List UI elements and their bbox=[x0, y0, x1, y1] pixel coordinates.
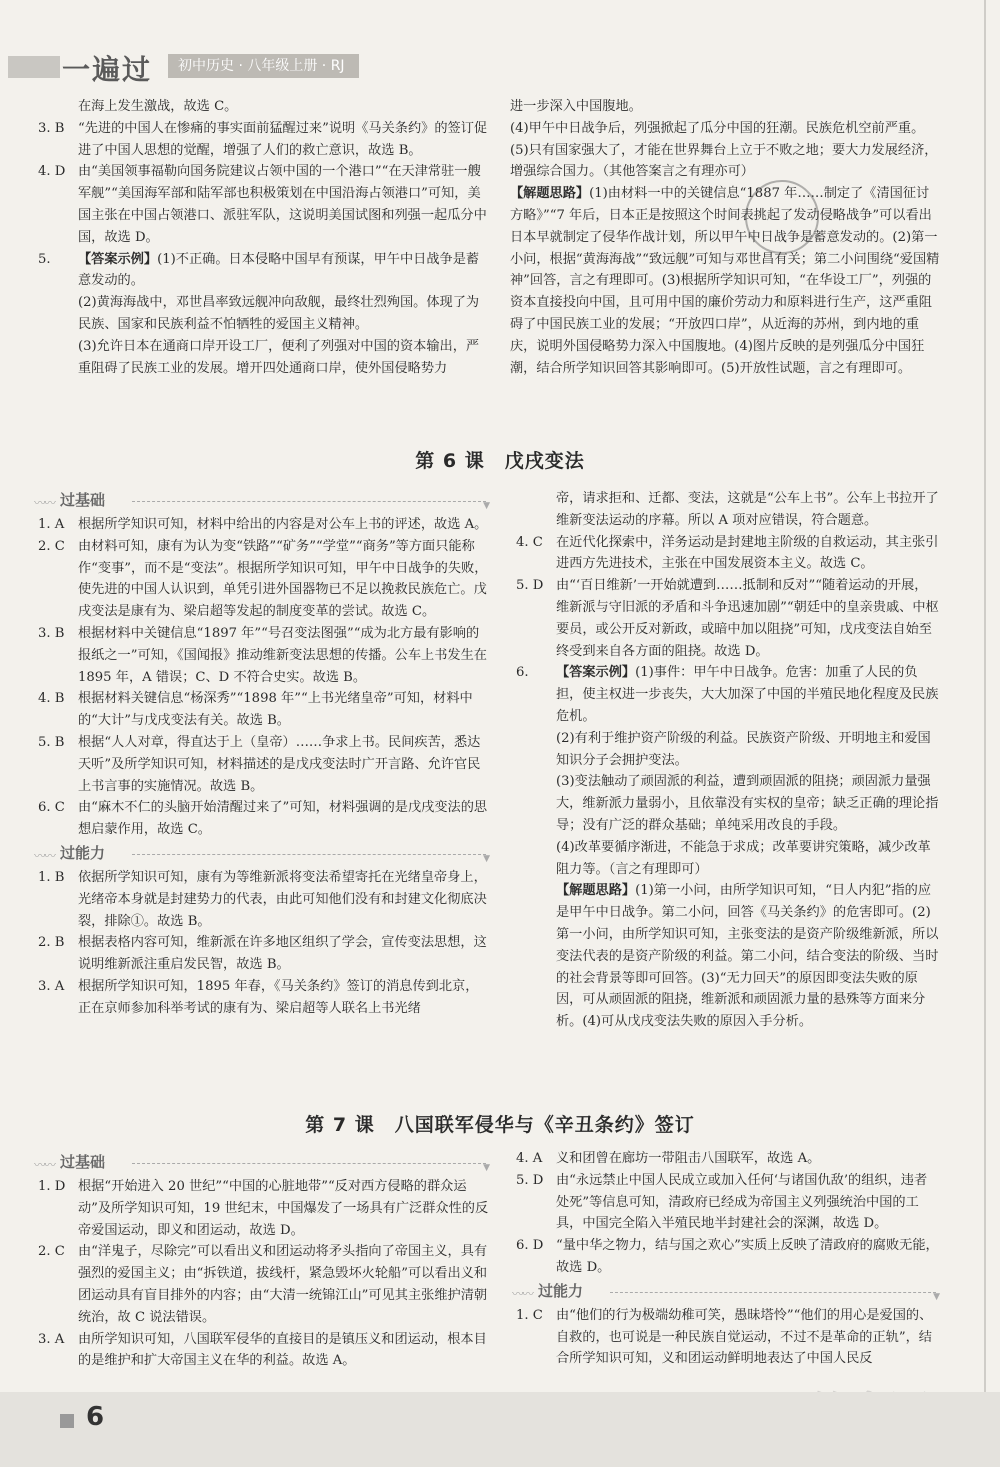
answer-item bbox=[32, 732, 490, 797]
page-number: 6 bbox=[86, 1402, 105, 1432]
answer-item bbox=[32, 249, 490, 293]
item-text: (1)事件：甲午中日战争。危害：加重了人民的负担，使主权进一步丧失，大大加深了中国的半殖民地化程度及民族危机。 bbox=[556, 665, 939, 724]
arrow-icon: ▼ bbox=[483, 501, 490, 511]
section-title: 过基础 bbox=[60, 1153, 106, 1171]
answer-lead: 【解题思路】 bbox=[510, 186, 590, 202]
lesson-7-left-column bbox=[32, 1150, 490, 1372]
item-number: 4. A bbox=[516, 1151, 543, 1166]
item-text: (2)黄海海战中，邓世昌率致远舰冲向敌舰，最终壮烈殉国。体现了为民族、国家和民族利益不怕牺牲的爱国主义精神。 bbox=[78, 295, 480, 332]
item-text: (1)不正确。日本侵略中国早有预谋，甲午中日战争是蓄意发动的。 bbox=[78, 251, 480, 289]
lesson-6-right-column bbox=[510, 488, 940, 1033]
item-number: 5. bbox=[38, 251, 51, 267]
top-right-column bbox=[510, 96, 940, 379]
answer-lead: 【答案示例】 bbox=[556, 665, 636, 681]
answer-item bbox=[32, 1176, 490, 1241]
lesson-6-left-column bbox=[32, 488, 490, 1020]
answer-item bbox=[510, 96, 940, 118]
answer-item bbox=[510, 837, 940, 881]
wave-icon: 〰〰 bbox=[34, 1158, 55, 1172]
section-ability-header bbox=[32, 843, 490, 867]
answer-item bbox=[32, 623, 490, 688]
item-text: 由材料可知，康有为认为变“铁路”“矿务”“学堂”“商务”等方面只能称作“变事”，而不是“变法”。根据所学知识可知，甲午中日战争的失败，使先进的中国人认识到，单凭引进外国器物已不足以挽救民族危亡。戊戌变法是康有为、梁启超等发起的制度变革的尝试。故选 C。 bbox=[78, 538, 488, 620]
answer-item bbox=[510, 1305, 940, 1370]
section-basic-header bbox=[32, 1152, 490, 1176]
section-basic-header bbox=[32, 490, 490, 514]
item-number: 5. D bbox=[516, 578, 544, 594]
item-text: 根据所学知识可知，1895 年春，《马关条约》签订的消息传到北京，正在京师参加科举考试的康有为、梁启超等人联名上书光绪 bbox=[78, 978, 479, 1016]
item-text: (5)只有国家强大了，才能在世界舞台上立于不败之地；要大力发展经济，增强综合国力。（其他答案言之有理亦可） bbox=[510, 142, 938, 180]
answer-item bbox=[32, 797, 490, 841]
item-text: (2)有利于维护资产阶级的利益。民族资产阶级、开明地主和爱国知识分子会拥护变法。 bbox=[556, 730, 931, 768]
item-text: 在海上发生激战，故选 C。 bbox=[78, 99, 238, 114]
item-number: 2. C bbox=[38, 538, 65, 554]
top-left-column bbox=[32, 96, 490, 379]
item-number: 1. C bbox=[516, 1307, 543, 1323]
answer-item bbox=[32, 1241, 490, 1328]
header-breadcrumb: 初中历史 · 八年级上册 · RJ bbox=[168, 54, 359, 78]
answer-item bbox=[510, 1235, 940, 1279]
item-text: 根据表格内容可知，维新派在许多地区组织了学会，宣传变法思想，这说明维新派注重启发民智，故选 B。 bbox=[78, 935, 487, 973]
answer-item bbox=[510, 488, 940, 532]
item-text: 由所学知识可知，八国联军侵华的直接目的是镇压义和团运动，根本目的是维护和扩大帝国主义在华的利益。故选 A。 bbox=[78, 1331, 487, 1369]
item-text: “量中华之物力，结与国之欢心”实质上反映了清政府的腐败无能，故选 D。 bbox=[556, 1238, 939, 1275]
page-edge-line bbox=[984, 0, 986, 1467]
answer-item bbox=[510, 771, 940, 836]
item-text: 帝，请求拒和、迁都、变法，这就是“公车上书”。公车上书拉开了维新变法运动的序幕。所以 A 项对应错误，符合题意。 bbox=[556, 491, 939, 528]
answer-item bbox=[32, 976, 490, 1020]
item-text: 根据材料中关键信息“1897 年”“号召变法图强”“成为北方最有影响的报纸之一”可知，《国闻报》推动维新变法思想的传播。公车上书发生在 1895 年，A 错误；C、D 不符合史实。故选 B。 bbox=[78, 625, 487, 685]
item-number: 5. D bbox=[516, 1172, 544, 1188]
item-number: 1. D bbox=[38, 1179, 66, 1194]
item-number: 3. B bbox=[38, 120, 65, 136]
answer-item bbox=[510, 140, 940, 184]
item-text: “先进的中国人在惨痛的事实面前猛醒过来”说明《马关条约》的签订促进了中国人思想的觉醒，增强了人们的救亡意识，故选 B。 bbox=[78, 120, 488, 158]
item-number: 4. B bbox=[38, 691, 65, 707]
footer-square-icon bbox=[60, 1414, 74, 1428]
item-number: 6. C bbox=[38, 800, 65, 816]
item-number: 5. B bbox=[38, 734, 65, 750]
section-ability-header bbox=[510, 1281, 940, 1305]
item-number: 4. D bbox=[38, 164, 66, 180]
item-number: 2. B bbox=[38, 935, 65, 951]
item-number: 6. D bbox=[516, 1238, 544, 1254]
item-text: 根据所学知识可知，材料中给出的内容是对公车上书的评述，故选 A。 bbox=[78, 517, 488, 532]
lesson-7-right-column bbox=[510, 1148, 940, 1370]
item-text: (4)改革要循序渐进，不能急于求成；改革要讲究策略，减少改革阻力等。（言之有理即可） bbox=[556, 839, 931, 877]
item-text: (4)甲午中日战争后，列强掀起了瓜分中国的狂潮。民族危机空前严重。 bbox=[510, 120, 925, 136]
answer-item bbox=[32, 336, 490, 380]
item-text: 由“麻木不仁的头脑开始清醒过来了”可知，材料强调的是戊戌变法的思想启蒙作用，故选 C。 bbox=[78, 800, 488, 838]
answer-item bbox=[510, 183, 940, 379]
answer-item bbox=[32, 1329, 490, 1373]
item-text: 根据“开始进入 20 世纪”“中国的心脏地带”“反对西方侵略的群众运动”及所学知识可知，19 世纪末，中国爆发了一场具有广泛群众性的反帝爱国运动，即义和团运动，故选 D。 bbox=[78, 1179, 489, 1238]
answer-item bbox=[32, 536, 490, 623]
item-text: (3)允许日本在通商口岸开设工厂，便利了列强对中国的资本输出，严重阻碍了民族工业的发展。增开四处通商口岸，使外国侵略势力 bbox=[78, 338, 480, 376]
answer-lead: 【解题思路】 bbox=[556, 883, 636, 899]
answer-item bbox=[510, 880, 940, 1033]
item-number: 3. A bbox=[38, 978, 65, 994]
section-title: 过基础 bbox=[60, 491, 106, 509]
item-text: 根据材料关键信息“杨深秀”“1898 年”“上书光绪皇帝”可知，材料中的“大计”与戊戌变法有关。故选 B。 bbox=[78, 691, 473, 729]
wave-icon: 〰〰 bbox=[34, 848, 55, 863]
item-text: 根据“人人对章，得直达于上（皇帝）……争求上书。民间疾苦，悉达天听”及所学知识可知，材料描述的是戊戌变法时广开言路、允许官民上书言事的实施情况。故选 B。 bbox=[78, 734, 481, 794]
answer-item bbox=[510, 532, 940, 576]
answer-item bbox=[510, 118, 940, 140]
arrow-icon: ▼ bbox=[933, 1291, 940, 1302]
lesson-6-title: 第 6 课 戊戌变法 bbox=[415, 450, 585, 472]
section-title: 过能力 bbox=[60, 843, 106, 862]
answer-item bbox=[510, 662, 940, 727]
answer-item bbox=[32, 118, 490, 162]
answer-item bbox=[32, 161, 490, 248]
answer-item bbox=[32, 932, 490, 976]
item-text: 依据所学知识可知，康有为等维新派将变法希望寄托在光绪皇帝身上，光绪帝本身就是封建势力的代表，由此可知他们没有和封建文化彻底决裂，排除①。故选 B。 bbox=[78, 869, 487, 929]
item-text: 由“永远禁止中国人民成立或加入任何‘与诸国仇敌’的组织，违者处死”等信息可知，清政府已经成为帝国主义列强统治中国的工具，中国完全陷入半殖民地半封建社会的深渊，故选 D。 bbox=[556, 1172, 928, 1232]
answer-lead: 【答案示例】 bbox=[78, 251, 158, 267]
item-text: (1)第一小问，由所学知识可知，“日人内犯”指的应是甲午中日战争。第二小问，回答《马关条约》的危害即可。(2)第一小问，由所学知识可知，主张变法的是资产阶级维新派，所以变法代表的是资产阶级的利益。第二小问，结合变法的阶级、当时的社会背景等即可回答。(3)“无力回天”的原因即变法失败的原因，可从顽固派的阻挠，维新派和顽固派力量的悬殊等方面来分析。(4)可从戊戌变法失败的原因入手分析。 bbox=[556, 883, 939, 1030]
wave-icon: 〰〰 bbox=[34, 496, 55, 510]
answer-item bbox=[32, 514, 490, 536]
item-number: 1. A bbox=[38, 517, 65, 532]
item-number: 4. C bbox=[516, 534, 543, 550]
page-footer bbox=[0, 1392, 1000, 1467]
answer-item bbox=[510, 1170, 940, 1235]
answer-item bbox=[32, 292, 490, 336]
answer-item bbox=[510, 575, 940, 662]
item-text: 进一步深入中国腹地。 bbox=[510, 99, 642, 114]
item-text: (1)由材料一中的关键信息“1887 年……制定了《清国征讨方略》”“7 年后，日本正是按照这个时间表挑起了发动侵略战争”可以看出日本早就制定了侵华作战计划，所以甲午中日战争是蓄意发动的。(2)第一小问，根据“黄海海战”“致远舰”可知与邓世昌有关；第二小问围绕“爱国精神”回答，言之有理即可。(3)根据所学知识可知，“在华设工厂”，列强的资本直接投向中国，且可用中国的廉价劳动力和原料进行生产，这严重阻碍了中国民族工业的发展；“开放四口岸”，从近海的苏州，到内地的重庆，说明外国侵略势力深入中国腹地。(4)图片反映的是列强瓜分中国狂潮，结合所学知识回答其影响即可。(5)开放性试题，言之有理即可。 bbox=[510, 186, 940, 376]
item-text: 由“他们的行为极端幼稚可笑，愚昧塔怜”“他们的用心是爱国的、自救的，也可说是一种民族自觉运动，不过不是革命的正轨”，结合所学知识可知，义和团运动鲜明地表达了中国人民反 bbox=[556, 1307, 933, 1367]
arrow-icon: ▼ bbox=[483, 1163, 490, 1173]
page-header bbox=[0, 48, 1000, 84]
lesson-7-title: 第 7 课 八国联军侵华与《辛丑条约》签订 bbox=[305, 1114, 695, 1136]
item-number: 1. B bbox=[38, 869, 65, 885]
answer-item bbox=[32, 867, 490, 932]
item-number: 3. A bbox=[38, 1331, 65, 1347]
answer-item bbox=[32, 688, 490, 732]
item-text: 在近代化探索中，洋务运动是封建地主阶级的自救运动，其主张引进西方先进技术，主张在中国发展资本主义。故选 C。 bbox=[556, 534, 939, 572]
header-gray-block bbox=[8, 56, 60, 78]
stamp-seal bbox=[745, 180, 819, 254]
item-text: 由“洋鬼子，尽除完”可以看出义和团运动将矛头指向了帝国主义，具有强烈的爱国主义；由“拆铁道，拔线杆，紧急毁坏火轮船”可以看出义和团运动具有盲目排外的内容；由“大清一统锦江山”可见其主张维护清朝统治，故 C 说法错误。 bbox=[78, 1244, 488, 1325]
item-number: 3. B bbox=[38, 625, 65, 641]
item-text: 义和团曾在廊坊一带阻击八国联军，故选 A。 bbox=[556, 1151, 821, 1166]
wave-icon: 〰〰 bbox=[512, 1286, 533, 1301]
item-number: 2. C bbox=[38, 1244, 65, 1260]
item-text: 由“美国领事福勒向国务院建议占领中国的一个港口”“在天津常驻一艘军舰”“美国海军部和陆军部也积极策划在中国沿海占领港口”可知，美国主张在中国占领港口、派驻军队，这说明美国试图和列强一起瓜分中国，故选 D。 bbox=[78, 164, 487, 245]
answer-item bbox=[510, 1148, 940, 1170]
answer-item bbox=[32, 96, 490, 118]
arrow-icon: ▼ bbox=[483, 853, 490, 864]
item-number: 6. bbox=[516, 665, 529, 681]
item-text: 由“‘百日维新’一开始就遭到……抵制和反对”“随着运动的开展，维新派与守旧派的矛盾和斗争迅速加剧”“朝廷中的皇亲贵戚、中枢要员，或公开反对新政，或暗中加以阻挠”可知，戊戌变法自始至终受到来自各方面的阻挠。故选 D。 bbox=[556, 578, 939, 659]
brand-logo: 一遍过 bbox=[62, 53, 153, 86]
section-title: 过能力 bbox=[538, 1281, 584, 1300]
answer-item bbox=[510, 728, 940, 772]
item-text: (3)变法触动了顽固派的利益，遭到顽固派的阻挠；顽固派力量强大，维新派力量弱小，且依靠没有实权的皇帝；缺乏正确的理论指导；没有广泛的群众基础；单纯采用改良的手段。 bbox=[556, 774, 939, 833]
